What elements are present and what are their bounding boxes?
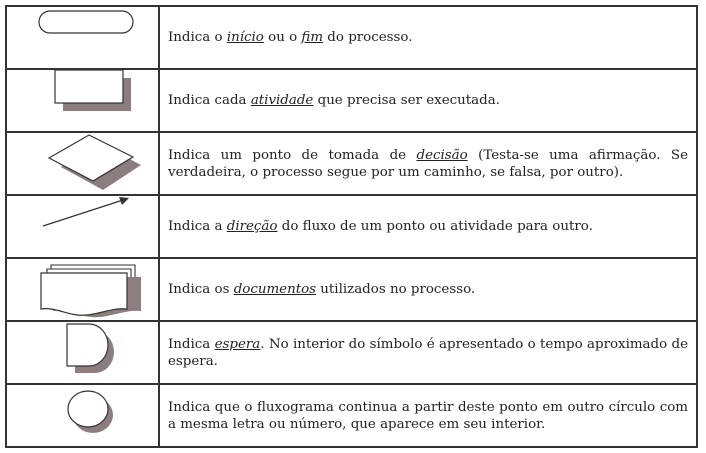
description-cell xyxy=(159,195,697,258)
table-row xyxy=(6,69,697,132)
symbol-cell xyxy=(6,258,159,321)
description-text: Indica que o fluxograma continua a partir deste ponto em outro círculo com a mesma letra ou número, que aparece em seu interior. xyxy=(168,399,688,432)
connector-icon xyxy=(7,385,158,447)
description-text: Indica xyxy=(168,336,215,352)
symbol-cell xyxy=(6,132,159,195)
description-text: . No interior do símbolo é apresentado o tempo aproximado de espera. xyxy=(168,336,689,369)
description-text: Indica um ponto de tomada de xyxy=(168,147,417,163)
table-row xyxy=(6,384,697,447)
keyword-decisao: decisão xyxy=(416,147,468,163)
keyword-direcao: direção xyxy=(226,219,278,234)
table-row xyxy=(6,195,697,258)
description-text: que precisa ser executada. xyxy=(313,93,500,108)
description-text: Indica os xyxy=(168,282,234,297)
keyword-atividade: atividade xyxy=(250,93,314,108)
symbol-cell xyxy=(6,195,159,258)
symbol-cell xyxy=(6,69,159,132)
description-text: Indica cada xyxy=(168,93,251,108)
table-row xyxy=(6,258,697,321)
symbol-cell xyxy=(6,321,159,384)
description-cell xyxy=(159,132,697,195)
description-text: Indica a xyxy=(168,219,227,234)
process-icon xyxy=(7,70,158,132)
decision-icon xyxy=(7,133,158,195)
description-text: ou o xyxy=(263,30,302,45)
flowchart-symbols-table xyxy=(5,5,698,448)
terminal-icon xyxy=(7,7,158,69)
keyword-fim: fim xyxy=(301,30,324,45)
description-cell xyxy=(159,384,697,447)
description-cell xyxy=(159,321,697,384)
keyword-inicio: início xyxy=(226,30,264,45)
description-text: do fluxo de um ponto ou atividade para outro. xyxy=(277,219,593,234)
description-cell xyxy=(159,69,697,132)
table-row xyxy=(6,6,697,69)
arrow-icon xyxy=(7,196,158,258)
description-text: (Testa-se uma afirmação. Se verdadeira, o processo segue por um caminho, se falsa, por outro). xyxy=(168,147,688,180)
delay-icon xyxy=(7,322,158,384)
description-cell xyxy=(159,258,697,321)
description-text: utilizados no processo. xyxy=(316,282,476,297)
description-text: do processo. xyxy=(323,30,413,45)
symbol-cell xyxy=(6,6,159,69)
documents-icon xyxy=(7,259,158,321)
symbol-cell xyxy=(6,384,159,447)
table-row xyxy=(6,321,697,384)
keyword-espera: espera xyxy=(214,336,261,352)
description-cell xyxy=(159,6,697,69)
table-row xyxy=(6,132,697,195)
keyword-documentos: documentos xyxy=(233,282,317,297)
description-text: Indica o xyxy=(168,30,227,45)
